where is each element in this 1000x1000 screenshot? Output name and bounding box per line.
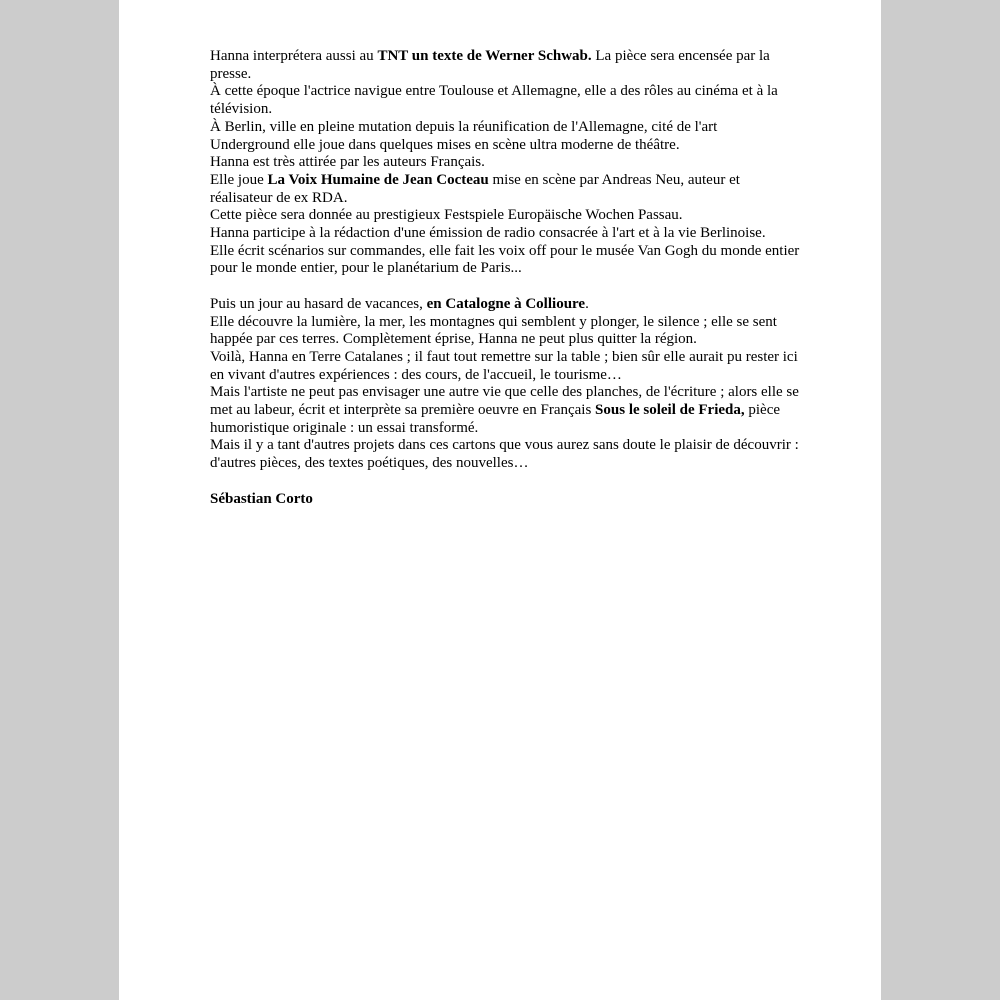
paragraph-auteurs: Hanna est très attirée par les auteurs Français. [210,154,485,171]
paragraph-frieda [210,384,800,437]
text-segment: Elle joue [210,171,268,188]
paragraph-tnt [210,48,800,83]
bold-text: en Catalogne à Collioure [426,295,586,312]
paragraph-projets: Mais il y a tant d'autres projets dans ces cartons que vous aurez sans doute le plaisir de découvrir : d'autres pièces, des textes poétiques, des nouvelles… [210,437,799,472]
paragraph-gap [210,278,800,296]
paragraph-toulouse: À cette époque l'actrice navigue entre Toulouse et Allemagne, elle a des rôles au cinéma et à la télévision. [210,83,778,118]
paragraph-voix-off: Elle écrit scénarios sur commandes, elle fait les voix off pour le musée Van Gogh du monde entier pour le monde entier, pour le planétarium de Paris... [210,242,800,277]
bold-text: TNT un texte de Werner Schwab. [377,48,592,64]
text-segment: mise en scène par Andreas Neu, auteur et réalisateur de ex RDA. [210,171,740,206]
paragraph-gap [210,473,800,491]
signature [210,491,800,509]
paragraph-terre-catalanes: Voilà, Hanna en Terre Catalanes ; il faut tout remettre sur la table ; bien sûr elle aurait pu rester ici en vivant d'autres expériences : des cours, de l'accueil, le tourisme… [210,348,798,383]
text-segment: . [585,295,589,312]
text-segment: La pièce sera encensée par la presse. [210,48,770,82]
paragraph-collioure [210,296,800,314]
signature-name: Sébastian Corto [210,490,313,507]
text-segment: Puis un jour au hasard de vacances, [210,295,427,312]
paragraph-lumiere: Elle découvre la lumière, la mer, les montagnes qui semblent y plonger, le silence ; elle se sent happée par ces terres. Complètement éprise, Hanna ne peut plus quitter la région. [210,313,777,348]
text-segment: pièce humoristique originale : un essai transformé. [210,402,781,436]
text-segment: Hanna interprétera aussi au [210,48,378,64]
paragraph-radio: Hanna participe à la rédaction d'une émission de radio consacrée à l'art et à la vie Berlinoise. [210,225,766,242]
paragraph-cocteau [210,172,800,207]
text-segment: Mais l'artiste ne peut pas envisager une autre vie que celle des planches, de l'écriture ; alors elle se met au labeur, écrit et interprète sa première oeuvre en Français [210,384,799,419]
document-page [119,0,881,1000]
paragraph-passau: Cette pièce sera donnée au prestigieux Festspiele Europäische Wochen Passau. [210,207,683,224]
document-body [210,48,800,508]
bold-text: La Voix Humaine de Jean Cocteau [267,171,489,188]
bold-text: Sous le soleil de Frieda, [595,402,745,419]
paragraph-berlin: À Berlin, ville en pleine mutation depuis la réunification de l'Allemagne, cité de l'art Underground elle joue dans quelques mises en scène ultra moderne de théâtre. [210,118,718,153]
